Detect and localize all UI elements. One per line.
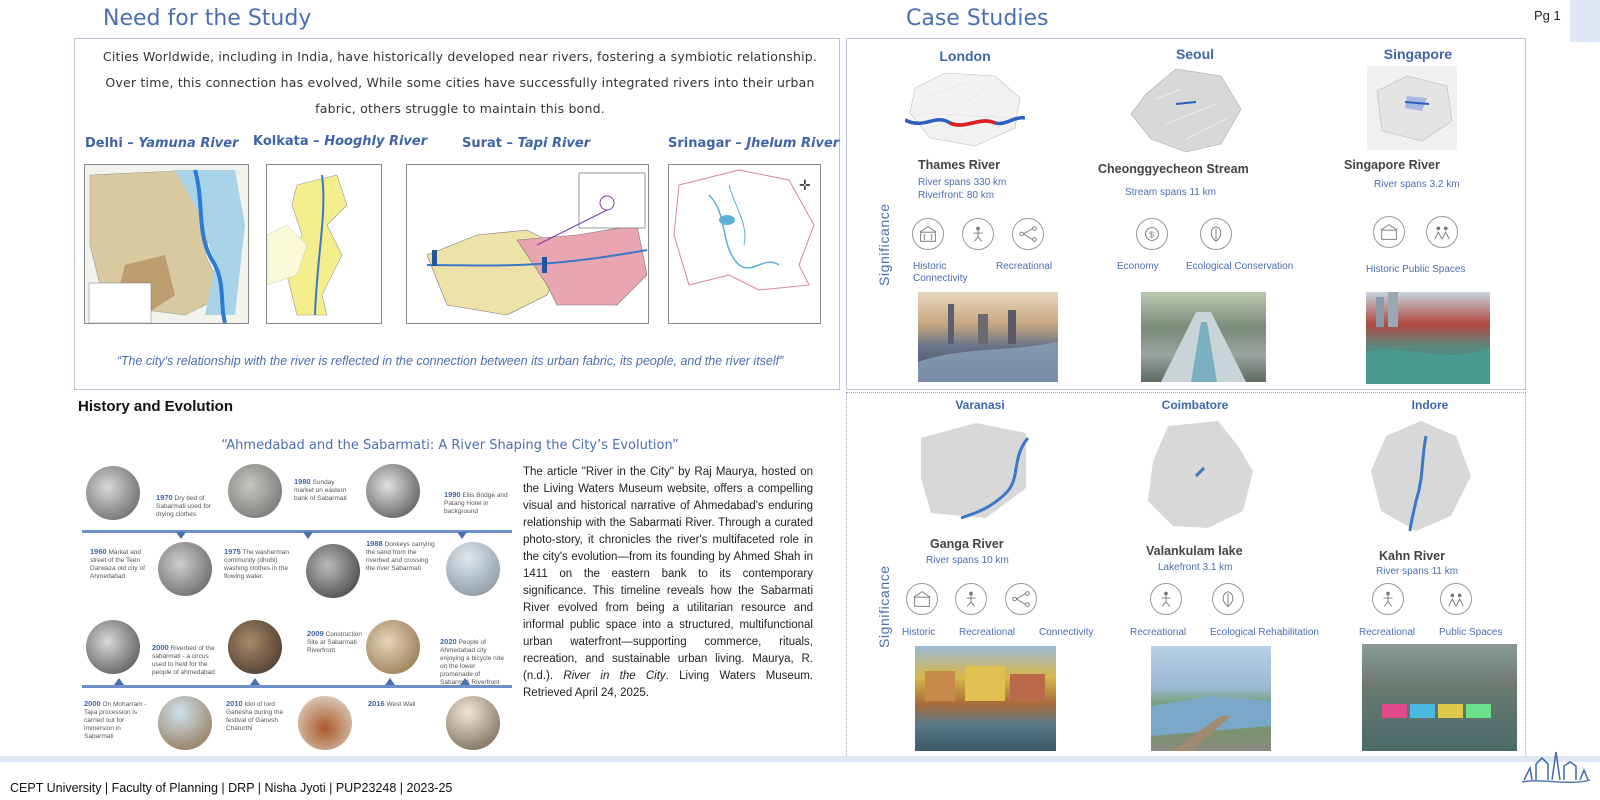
- tl-2009: 2009 Construction Site at Sabarmati Riverfront: [307, 629, 362, 654]
- photo-2009: [366, 620, 420, 674]
- economy-icon: [1136, 218, 1168, 250]
- label-recreational-london: Recreational: [996, 261, 1053, 272]
- historic-icon: [912, 218, 944, 250]
- label-ecological-conservation: Ecological Conservation: [1186, 261, 1294, 272]
- seoul-map: [1126, 64, 1246, 154]
- label-historic-connectivity: Historic Connectivity: [913, 261, 968, 284]
- city-london: London: [939, 48, 991, 64]
- river-singapore: Singapore River: [1344, 158, 1440, 172]
- page-number: Pg 1: [1534, 8, 1561, 23]
- tl-1988: 1988 Donkeys carrying the sand from the riverbed and crossing the river Sabarmati: [366, 539, 435, 572]
- tl-1980: 1980 Sunday market on eastern bank of Sabarmati: [294, 477, 347, 502]
- case-studies-title: Case Studies: [906, 6, 1049, 31]
- history-subtitle: “Ahmedabad and the Sabarmati: A River Shaping the City’s Evolution”: [221, 438, 679, 453]
- indore-photo: [1362, 644, 1517, 751]
- arrow-2016: [385, 678, 395, 685]
- recreational-icon: [1150, 583, 1182, 615]
- coimbatore-photo: [1151, 646, 1271, 751]
- public-spaces-icon: [1426, 216, 1458, 248]
- london-photo: [918, 292, 1058, 382]
- info-thames-2: Riverfront: 80 km: [918, 190, 995, 201]
- photo-1988: [446, 542, 500, 596]
- info-seoul-1: Stream spans 11 km: [1125, 187, 1216, 198]
- need-title: Need for the Study: [103, 6, 312, 31]
- recreational-icon: [1372, 583, 1404, 615]
- photo-ganesha: [298, 696, 352, 750]
- kolkata-map: [266, 164, 382, 324]
- info-kahn: River spans 11 km: [1376, 566, 1459, 577]
- page-tab: [1570, 0, 1600, 42]
- label-varanasi-recreational: Recreational: [959, 627, 1016, 638]
- city-indore: Indore: [1411, 398, 1449, 412]
- label-historic-public: Historic Public Spaces: [1366, 264, 1466, 275]
- arrow-2010: [250, 678, 260, 685]
- london-map: [905, 68, 1025, 148]
- recreational-icon: [962, 218, 994, 250]
- arrow-2000: [114, 678, 124, 685]
- city-varanasi: Varanasi: [955, 398, 1005, 412]
- river-thames: Thames River: [918, 158, 1000, 172]
- river-ganga: Ganga River: [930, 537, 1004, 551]
- varanasi-map: [916, 418, 1036, 526]
- indore-map: [1366, 416, 1476, 536]
- photo-2000-circus: [86, 620, 140, 674]
- tl-1975: 1975 The washerman community (dhobi) washing clothes in the flowing water.: [224, 547, 289, 580]
- label-surat: Surat – Tapi River: [462, 136, 591, 151]
- coimbatore-map: [1138, 416, 1258, 536]
- label-kolkata: Kolkata – Hooghly River: [253, 134, 428, 149]
- delhi-map: [84, 164, 249, 324]
- historic-icon: [906, 583, 938, 615]
- info-thames-1: River spans 330 km: [918, 177, 1007, 188]
- river-cheonggyecheon: Cheonggyecheon Stream: [1098, 162, 1249, 176]
- significance-label-global: Significance: [876, 203, 892, 286]
- river-valankulam: Valankulam lake: [1146, 544, 1243, 558]
- article-text: The article "River in the City" by Raj Maurya, hosted on the Living Waters Museum website, offers a compelling visual and historical narrative of Ahmedabad's enduring relationship with the Sabarmati River. Through a curated photo-story, it chronicles the river's multifaceted role in the city's evolution—from its founding by Ahmed Shah in 1411 on the eastern bank to its contemporary significance. This timeline reveals how the Sabarmati River evolved from being a utilitarian resource and informal public space into a structured, multifunctional urban waterfront—supporting commerce, rituals, recreation, and sustainable urban living. Maurya, R. (n.d.). River in the City. Living Waters Museum. Retrieved April 24, 2025.: [523, 466, 814, 699]
- photo-1975: [306, 544, 360, 598]
- label-economy: Economy: [1117, 261, 1159, 272]
- city-coimbatore: Coimbatore: [1161, 398, 1229, 412]
- varanasi-photo: [915, 646, 1056, 751]
- label-varanasi-connectivity: Connectivity: [1039, 627, 1094, 638]
- tl-2000-circus: 2000 Riverbed of the sabarmati - a circus used to held for the people of ahmedabad: [152, 643, 215, 676]
- seoul-photo: [1141, 292, 1266, 382]
- srinagar-map: [668, 164, 821, 324]
- river-kahn: Kahn River: [1379, 549, 1445, 563]
- info-ganga: River spans 10 km: [926, 555, 1009, 566]
- significance-label-india: Significance: [876, 565, 892, 648]
- label-srinagar: Srinagar – Jhelum River: [668, 136, 840, 151]
- svg-text:✛: ✛: [799, 177, 811, 193]
- tl-2020: 2020 People of Ahmedabad city enjoying a bicycle ride on the lower promenade of Sabarmati Riverfront: [440, 637, 504, 686]
- tl-1990: 1990 Ellis Bridge and Patang Hotel in background: [444, 490, 508, 515]
- photo-1990: [366, 464, 420, 518]
- public-spaces-icon: [1440, 583, 1472, 615]
- arrow-1975: [303, 532, 313, 539]
- singapore-map: [1367, 66, 1457, 150]
- label-delhi: Delhi – Yamuna River: [85, 136, 239, 151]
- surat-map: [406, 164, 649, 324]
- city-skyline-logo: [1520, 738, 1592, 788]
- photo-2000-tajia: [158, 696, 212, 750]
- label-coimbatore-recreational: Recreational: [1130, 627, 1187, 638]
- arrow-2020: [460, 678, 470, 685]
- tl-2016: 2016 West Wall: [368, 699, 416, 708]
- info-singapore-1: River spans 3.2 km: [1374, 179, 1460, 190]
- ecology-icon: [1212, 583, 1244, 615]
- connectivity-icon: [1005, 583, 1037, 615]
- tl-2000-tajia: 2000 On Moharram - Tajia procession is carried out for immersion in Sabarmati: [84, 699, 147, 740]
- svg-text:$: $: [1149, 230, 1154, 240]
- tl-1960: 1960 Market and street of the Teen Darwaza old city of Ahmedabad: [90, 547, 145, 580]
- photo-2016: [446, 696, 500, 750]
- river-relationship-quote: “The city's relationship with the river is reflected in the connection between its urban fabric, its people, and the river itself”: [116, 354, 784, 368]
- tl-2010: 2010 Idol of lord Ganesha during the festival of Ganesh Chaturthi: [226, 699, 284, 732]
- label-varanasi-historic: Historic: [902, 627, 936, 638]
- connectivity-icon: [1012, 218, 1044, 250]
- city-seoul: Seoul: [1175, 46, 1215, 62]
- photo-2010: [228, 620, 282, 674]
- arrow-1988: [457, 532, 467, 539]
- label-indore-public-spaces: Public Spaces: [1439, 627, 1503, 638]
- label-ecological-rehabilitation: Ecological Rehabilitation: [1210, 627, 1319, 638]
- tl-1970: 1970 Dry bed of Sabarmati used for drying clothes: [156, 493, 211, 518]
- footer-text: CEPT University | Faculty of Planning | DRP | Nisha Jyoti | PUP23248 | 2023-25: [10, 781, 453, 795]
- singapore-photo: [1366, 292, 1490, 384]
- intro-text: Cities Worldwide, including in India, have historically developed near rivers, fostering a symbiotic relationship. Over time, this connection has evolved, While some cities have successfully integrated rivers into their urban fabric, others struggle to maintain this bond.: [102, 49, 818, 116]
- ecology-icon: [1200, 218, 1232, 250]
- photo-1980: [228, 464, 282, 518]
- arrow-1960: [176, 532, 186, 539]
- info-valankulam: Lakefront 3.1 km: [1158, 562, 1233, 573]
- photo-1960: [158, 542, 212, 596]
- historic-icon: [1373, 216, 1405, 248]
- history-title: History and Evolution: [78, 398, 234, 415]
- label-indore-recreational: Recreational: [1359, 627, 1416, 638]
- recreational-icon: [955, 583, 987, 615]
- photo-1970: [86, 466, 140, 520]
- footer-bar: [0, 756, 1600, 762]
- city-singapore: Singapore: [1383, 46, 1453, 62]
- timeline-1-line: [82, 530, 512, 533]
